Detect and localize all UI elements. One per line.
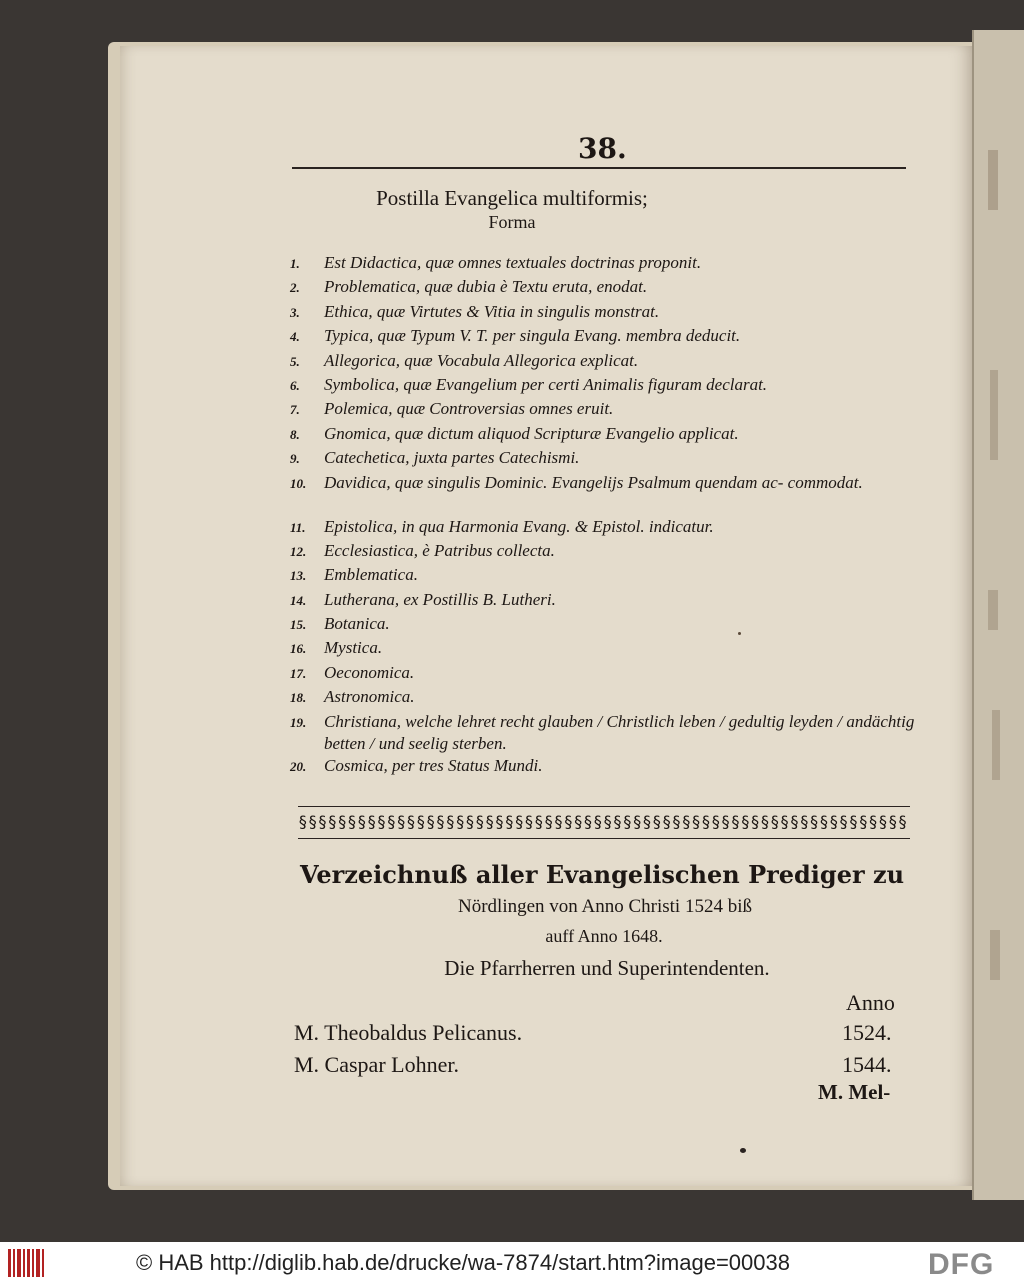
form-item-number: 16. — [290, 641, 307, 657]
form-list-item — [290, 374, 930, 398]
form-list-item — [290, 252, 930, 276]
form-item-number: 8. — [290, 426, 300, 442]
section-rule-top — [298, 806, 910, 807]
page-number: 38. — [578, 132, 627, 165]
form-list-item — [290, 637, 930, 661]
form-list-item — [290, 301, 930, 325]
form-item-text: Oeconomica. — [324, 662, 415, 682]
form-list-item — [290, 472, 930, 516]
register-heading-line-2: Nördlingen von Anno Christi 1524 biß — [458, 896, 752, 917]
page-title: Postilla Evangelica multiformis; — [376, 186, 648, 210]
form-item-number: 9. — [290, 451, 300, 467]
year-column-header: Anno — [846, 990, 895, 1015]
form-list-item — [290, 589, 930, 613]
form-list-item — [290, 350, 930, 374]
section-ornament: §§§§§§§§§§§§§§§§§§§§§§§§§§§§§§§§§§§§§§§§§§§§§§§§§§§§§§§§§§§§§§ — [298, 812, 908, 831]
form-list-item — [290, 447, 930, 471]
dfg-logo[interactable]: DFG — [928, 1248, 995, 1281]
form-item-number: 17. — [290, 665, 307, 681]
form-item-number: 10. — [290, 475, 307, 491]
form-item-number: 4. — [290, 329, 300, 345]
form-list-item — [290, 276, 930, 300]
pastor-year: 1544. — [842, 1052, 892, 1077]
ink-speck — [740, 1148, 746, 1153]
footer-credit-link[interactable]: © HAB http://diglib.hab.de/drucke/wa-7874/start.htm?image=00038 — [136, 1250, 790, 1275]
form-item-text: Cosmica, per tres Status Mundi. — [324, 755, 543, 775]
form-list-item — [290, 564, 930, 588]
page-subtitle: Forma — [488, 212, 536, 232]
form-list-item — [290, 755, 930, 779]
pastor-name: M. Caspar Lohner. — [294, 1052, 459, 1077]
form-list-item — [290, 662, 930, 686]
form-list-item — [290, 423, 930, 447]
form-item-text: Symbolica, quæ Evangelium per certi Animalis figuram declarat. — [324, 374, 768, 394]
forms-list — [290, 252, 930, 779]
register-heading-line-3: auff Anno 1648. — [545, 926, 663, 946]
form-item-text: Epistolica, in qua Harmonia Evang. & Epistol. indicatur. — [324, 516, 714, 536]
form-item-text: Polemica, quæ Controversias omnes eruit. — [324, 399, 614, 419]
form-item-number: 14. — [290, 592, 307, 608]
register-heading-line-1: Verzeichnuß aller Evangelischen Prediger zu — [299, 860, 905, 889]
form-item-text: Catechetica, juxta partes Catechismi. — [324, 448, 580, 468]
form-item-text: Botanica. — [324, 614, 390, 634]
form-item-number: 1. — [290, 256, 300, 271]
form-item-text: Emblematica. — [324, 565, 418, 585]
hab-barcode-logo-icon[interactable] — [6, 1247, 46, 1279]
form-item-number: 3. — [290, 304, 300, 320]
form-item-number: 5. — [290, 353, 300, 369]
form-item-text: Ethica, quæ Virtutes & Vitia in singulis monstrat. — [324, 301, 660, 321]
form-item-text: Mystica. — [324, 638, 383, 658]
form-list-item — [290, 686, 930, 710]
form-item-text: Est Didactica, quæ omnes textuales doctrinas proponit. — [324, 253, 702, 272]
form-list-item — [290, 398, 930, 422]
form-item-text: Lutherana, ex Postillis B. Lutheri. — [324, 589, 556, 609]
form-item-number: 15. — [290, 617, 307, 633]
catchword: M. Mel- — [818, 1080, 891, 1104]
form-item-text: Typica, quæ Typum V. T. per singula Evang. membra deducit. — [324, 326, 741, 346]
form-list-item — [290, 711, 930, 755]
register-subheading: Die Pfarrherren und Superintendenten. — [444, 956, 770, 980]
form-item-number: 2. — [290, 280, 300, 296]
header-rule — [292, 167, 906, 169]
form-item-text: Ecclesiastica, è Patribus collecta. — [324, 540, 555, 560]
form-item-text: Problematica, quæ dubia è Textu eruta, enodat. — [324, 277, 648, 297]
form-item-text: Astronomica. — [324, 687, 415, 707]
form-list-item — [290, 540, 930, 564]
ink-speck — [738, 632, 741, 635]
form-item-number: 20. — [290, 758, 307, 774]
form-item-text: Gnomica, quæ dictum aliquod Scripturæ Evangelio applicat. — [324, 423, 739, 443]
form-list-item — [290, 613, 930, 637]
form-item-number: 6. — [290, 377, 300, 393]
form-item-text: Allegorica, quæ Vocabula Allegorica explicat. — [324, 350, 639, 370]
form-item-text: Christiana, welche lehret recht glauben / Christlich leben / gedultig leyden / andächtig betten / und seelig sterben. — [324, 711, 915, 753]
pastor-year: 1524. — [842, 1020, 892, 1045]
form-list-item — [290, 516, 930, 540]
form-item-number: 13. — [290, 568, 307, 584]
form-list-item — [290, 325, 930, 349]
form-item-number: 11. — [290, 519, 306, 535]
section-rule-bottom — [298, 838, 910, 839]
form-item-number: 18. — [290, 690, 307, 706]
form-item-number: 12. — [290, 543, 307, 559]
form-item-number: 7. — [290, 402, 300, 418]
pastor-name: M. Theobaldus Pelicanus. — [294, 1020, 523, 1045]
form-item-text: Davidica, quæ singulis Dominic. Evangelijs Psalmum quendam ac- commodat. — [324, 472, 863, 492]
form-item-number: 19. — [290, 714, 307, 730]
